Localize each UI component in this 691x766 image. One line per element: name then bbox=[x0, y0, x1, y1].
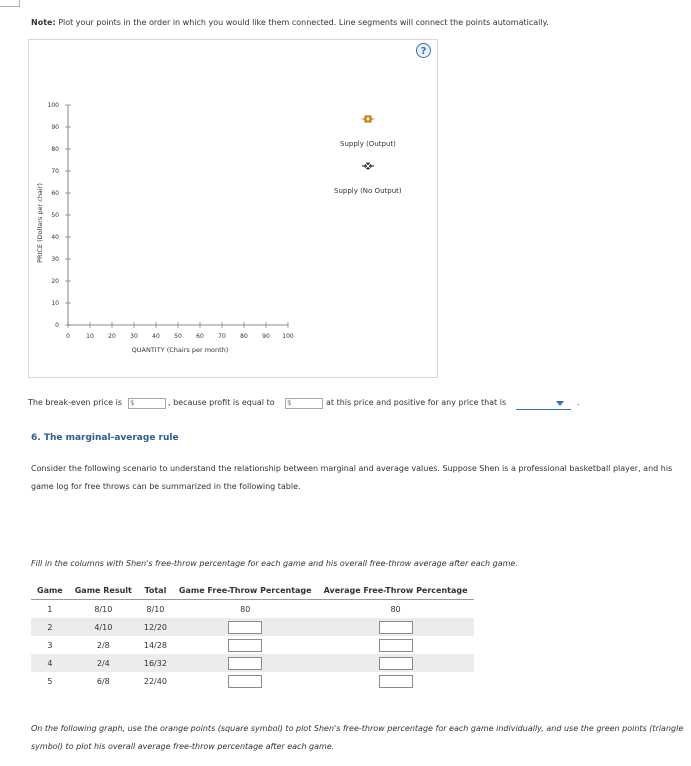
cell-game: 1 bbox=[47, 604, 53, 614]
cell-total: 14/28 bbox=[143, 640, 167, 650]
corner-box bbox=[0, 0, 20, 7]
note-text bbox=[31, 18, 549, 27]
cell-game: 5 bbox=[47, 676, 53, 686]
table-instruction: Fill in the columns with Shen's free-throw percentage for each game and his overall free-throw average after each game. bbox=[31, 559, 518, 568]
avg-pct-input[interactable] bbox=[379, 621, 413, 634]
legend-label-supply-no-output: Supply (No Output) bbox=[334, 187, 402, 195]
x-tick-label: 100 bbox=[282, 333, 294, 340]
supply-chart[interactable] bbox=[28, 39, 438, 378]
y-tick-label: 80 bbox=[51, 146, 59, 153]
cell-total: 22/40 bbox=[143, 676, 167, 686]
x-tick-label: 80 bbox=[240, 333, 248, 340]
cell-result: 4/10 bbox=[69, 618, 138, 636]
x-tick-label: 30 bbox=[130, 333, 138, 340]
x-tick-label: 60 bbox=[196, 333, 204, 340]
cell-game: 3 bbox=[47, 640, 53, 650]
game-pct-input[interactable] bbox=[228, 621, 262, 634]
table-row bbox=[31, 654, 474, 672]
cell-avg-pct: 80 bbox=[390, 604, 401, 614]
x-tick-label: 20 bbox=[108, 333, 116, 340]
cell-result: 8/10 bbox=[94, 604, 113, 614]
col-header-game-pct: Game Free-Throw Percentage bbox=[173, 582, 318, 600]
cell-game-pct: 80 bbox=[240, 604, 251, 614]
cell-total: 16/32 bbox=[138, 654, 173, 672]
x-tick-label: 0 bbox=[66, 333, 70, 340]
game-pct-input[interactable] bbox=[228, 639, 262, 652]
x-tick-label: 70 bbox=[218, 333, 226, 340]
y-tick-label: 10 bbox=[51, 300, 59, 307]
y-tick-label: 30 bbox=[51, 256, 59, 263]
legend-x-icon bbox=[362, 163, 374, 170]
cell-total: 12/20 bbox=[138, 618, 173, 636]
break-even-price-input[interactable]: $ bbox=[128, 398, 166, 409]
chart-axes bbox=[68, 105, 288, 325]
graph-instruction: On the following graph, use the orange points (square symbol) to plot Shen's free-throw percentage for each game individually, and use the green points (triangle symbol) to plot his overall average free-throw percentage after each game. bbox=[31, 724, 684, 751]
note-label: Note: bbox=[31, 18, 56, 27]
profit-input[interactable]: $ bbox=[285, 398, 323, 409]
x-axis-label: QUANTITY (Chairs per month) bbox=[131, 346, 229, 354]
y-tick-label: 50 bbox=[51, 212, 59, 219]
y-tick-label: 0 bbox=[55, 322, 59, 329]
note-body: Plot your points in the order in which you would like them connected. Line segments will connect the points automatically. bbox=[58, 18, 549, 27]
legend-square-icon bbox=[362, 116, 374, 122]
help-icon[interactable]: ? bbox=[416, 43, 431, 58]
col-header-game: Game bbox=[31, 582, 69, 600]
y-tick-label: 20 bbox=[51, 278, 59, 285]
break-even-text-3: at this price and positive for any price that is bbox=[326, 398, 507, 407]
chevron-down-icon[interactable] bbox=[556, 401, 564, 406]
break-even-text-1: The break-even price is bbox=[28, 398, 122, 407]
legend-label-supply-output: Supply (Output) bbox=[340, 140, 396, 148]
cell-game: 4 bbox=[31, 654, 69, 672]
section-title: 6. The marginal-average rule bbox=[31, 433, 179, 443]
scenario-paragraph: Consider the following scenario to understand the relationship between marginal and average values. Suppose Shen is a professional basketball player, and his game log for free throws can be summarized in the following table. bbox=[31, 464, 673, 491]
x-tick-label: 50 bbox=[174, 333, 182, 340]
y-tick-label: 40 bbox=[51, 234, 59, 241]
y-tick-label: 90 bbox=[51, 124, 59, 131]
col-header-avg-pct: Average Free-Throw Percentage bbox=[318, 582, 474, 600]
cell-result: 2/8 bbox=[96, 640, 110, 650]
x-tick-label: 90 bbox=[262, 333, 270, 340]
table-row bbox=[31, 618, 474, 636]
x-tick-label: 40 bbox=[152, 333, 160, 340]
cell-result: 6/8 bbox=[96, 676, 110, 686]
col-header-result: Game Result bbox=[69, 582, 138, 600]
avg-pct-input[interactable] bbox=[379, 639, 413, 652]
col-header-total: Total bbox=[138, 582, 173, 600]
y-tick-label: 100 bbox=[47, 102, 59, 109]
y-axis-label: PRICE (Dollars per chair) bbox=[36, 183, 44, 263]
table-row bbox=[31, 636, 474, 654]
cell-total: 8/10 bbox=[146, 604, 165, 614]
free-throw-table bbox=[31, 582, 474, 690]
y-tick-label: 60 bbox=[51, 190, 59, 197]
y-tick-label: 70 bbox=[51, 168, 59, 175]
avg-pct-input[interactable] bbox=[379, 657, 413, 670]
avg-pct-input[interactable] bbox=[379, 675, 413, 688]
game-pct-input[interactable] bbox=[228, 657, 262, 670]
cell-game: 2 bbox=[31, 618, 69, 636]
table-row bbox=[31, 672, 474, 690]
break-even-text-2: , because profit is equal to bbox=[168, 398, 275, 407]
sentence-period: . bbox=[577, 398, 580, 407]
chart-ticks bbox=[48, 102, 294, 340]
cell-result: 2/4 bbox=[69, 654, 138, 672]
table-row bbox=[31, 600, 474, 619]
x-tick-label: 10 bbox=[86, 333, 94, 340]
game-pct-input[interactable] bbox=[228, 675, 262, 688]
